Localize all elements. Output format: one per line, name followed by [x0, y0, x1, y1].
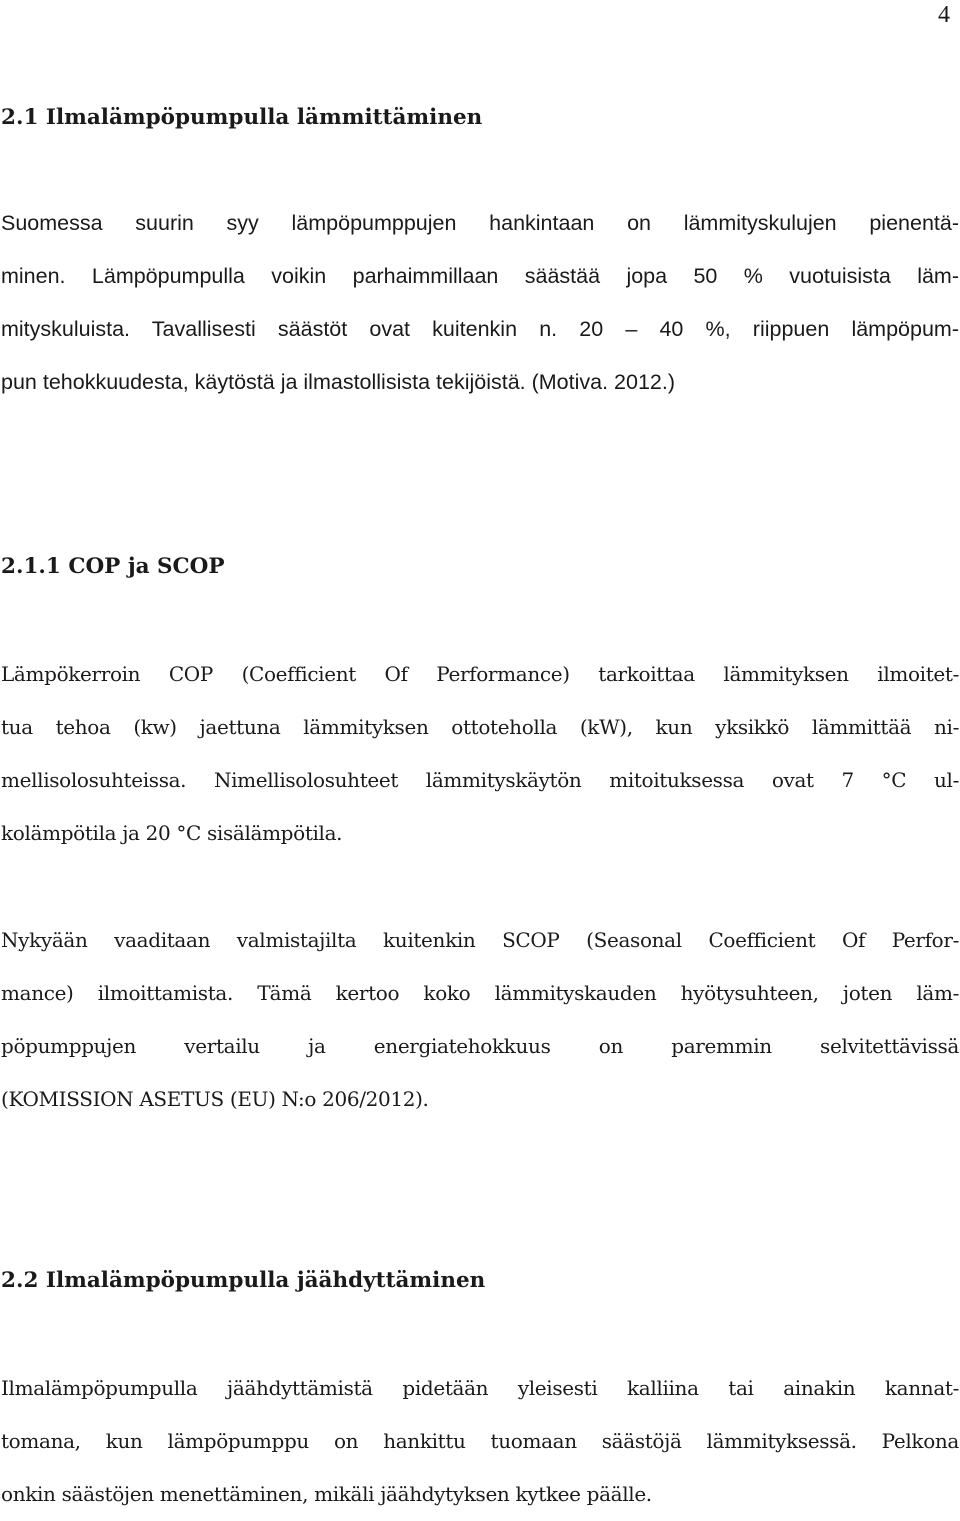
- text-line: kolämpötila ja 20 °C sisälämpötila.: [1, 821, 343, 845]
- text-line: mityskuluista. Tavallisesti säästöt ovat kuitenkin n. 20 – 40 %, riippuen lämpöpum-: [1, 317, 959, 341]
- text-line: (KOMISSION ASETUS (EU) N:o 206/2012).: [1, 1087, 429, 1111]
- text-line: Ilmalämpöpumpulla jäähdyttämistä pidetään yleisesti kalliina tai ainakin kannat-: [1, 1376, 959, 1400]
- heading-2-1-1: 2.1.1 COP ja SCOP: [1, 554, 225, 579]
- text-line: Suomessa suurin syy lämpöpumppujen hankintaan on lämmityskulujen pienentä-: [1, 211, 959, 235]
- text-line: Lämpökerroin COP (Coefficient Of Performance) tarkoittaa lämmityksen ilmoitet-: [1, 662, 959, 686]
- paragraph-scop: [1, 914, 959, 1126]
- text-line: pöpumppujen vertailu ja energiatehokkuus on paremmin selvitettävissä: [1, 1034, 959, 1058]
- heading-2-2: 2.2 Ilmalämpöpumpulla jäähdyttäminen: [1, 1268, 486, 1293]
- text-line: mance) ilmoittamista. Tämä kertoo koko lämmityskauden hyötysuhteen, joten läm-: [1, 981, 959, 1005]
- text-line: pun tehokkuudesta, käytöstä ja ilmastollisista tekijöistä. (Motiva. 2012.): [1, 370, 675, 394]
- heading-2-1: 2.1 Ilmalämpöpumpulla lämmittäminen: [1, 105, 483, 130]
- text-line: Nykyään vaaditaan valmistajilta kuitenkin SCOP (Seasonal Coefficient Of Perfor-: [1, 928, 959, 952]
- paragraph-2-1: [1, 197, 959, 409]
- page-number: 4: [938, 2, 950, 28]
- text-line: tua tehoa (kw) jaettuna lämmityksen ottoteholla (kW), kun yksikkö lämmittää ni-: [1, 715, 959, 739]
- text-line: tomana, kun lämpöpumppu on hankittu tuomaan säästöjä lämmityksessä. Pelkona: [1, 1429, 959, 1453]
- paragraph-cop: [1, 648, 959, 860]
- paragraph-2-2: [1, 1362, 959, 1521]
- text-line: minen. Lämpöpumpulla voikin parhaimmillaan säästää jopa 50 % vuotuisista läm-: [1, 264, 959, 288]
- text-line: mellisolosuhteissa. Nimellisolosuhteet lämmityskäytön mitoituksessa ovat 7 °C ul-: [1, 768, 959, 792]
- text-line: onkin säästöjen menettäminen, mikäli jäähdytyksen kytkee päälle.: [1, 1482, 652, 1506]
